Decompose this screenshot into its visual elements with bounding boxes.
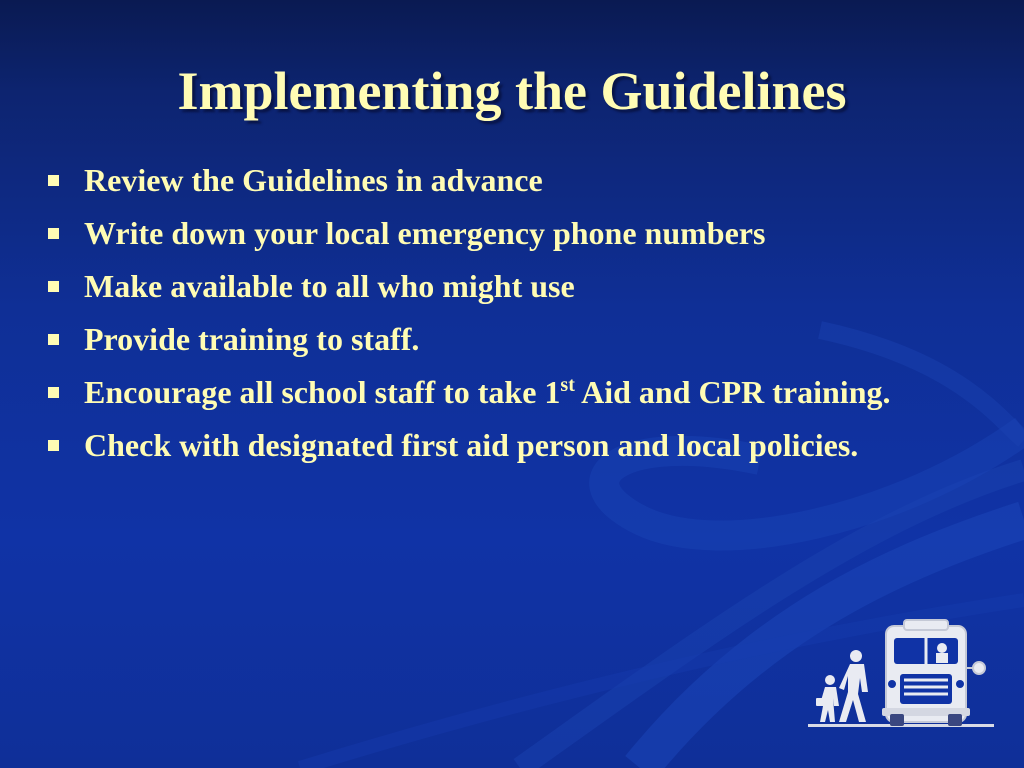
bullet-text-part: Encourage all school staff to take 1 [84,374,561,410]
bullet-text-part: Aid and CPR training. [574,374,891,410]
bullet-item [46,264,946,308]
square-bullet-icon [48,387,59,398]
school-bus-with-children-icon [808,618,994,730]
ordinal-superscript: st [560,374,575,396]
square-bullet-icon [48,281,59,292]
bullet-list [46,158,946,476]
bullet-item [46,370,946,414]
square-bullet-icon [48,175,59,186]
square-bullet-icon [48,228,59,239]
bullet-item [46,317,946,361]
bullet-text: Make available to all who might use [84,268,575,304]
bullet-text: Write down your local emergency phone numbers [84,215,766,251]
square-bullet-icon [48,334,59,345]
bullet-text: Provide training to staff. [84,321,420,357]
bullet-item [46,423,946,467]
bullet-text [84,370,944,414]
bullet-item [46,158,946,202]
slide-title: Implementing the Guidelines [177,61,847,121]
bullet-text: Check with designated first aid person and local policies. [84,427,859,463]
bullet-text: Review the Guidelines in advance [84,162,543,198]
square-bullet-icon [48,440,59,451]
bullet-item [46,211,946,255]
